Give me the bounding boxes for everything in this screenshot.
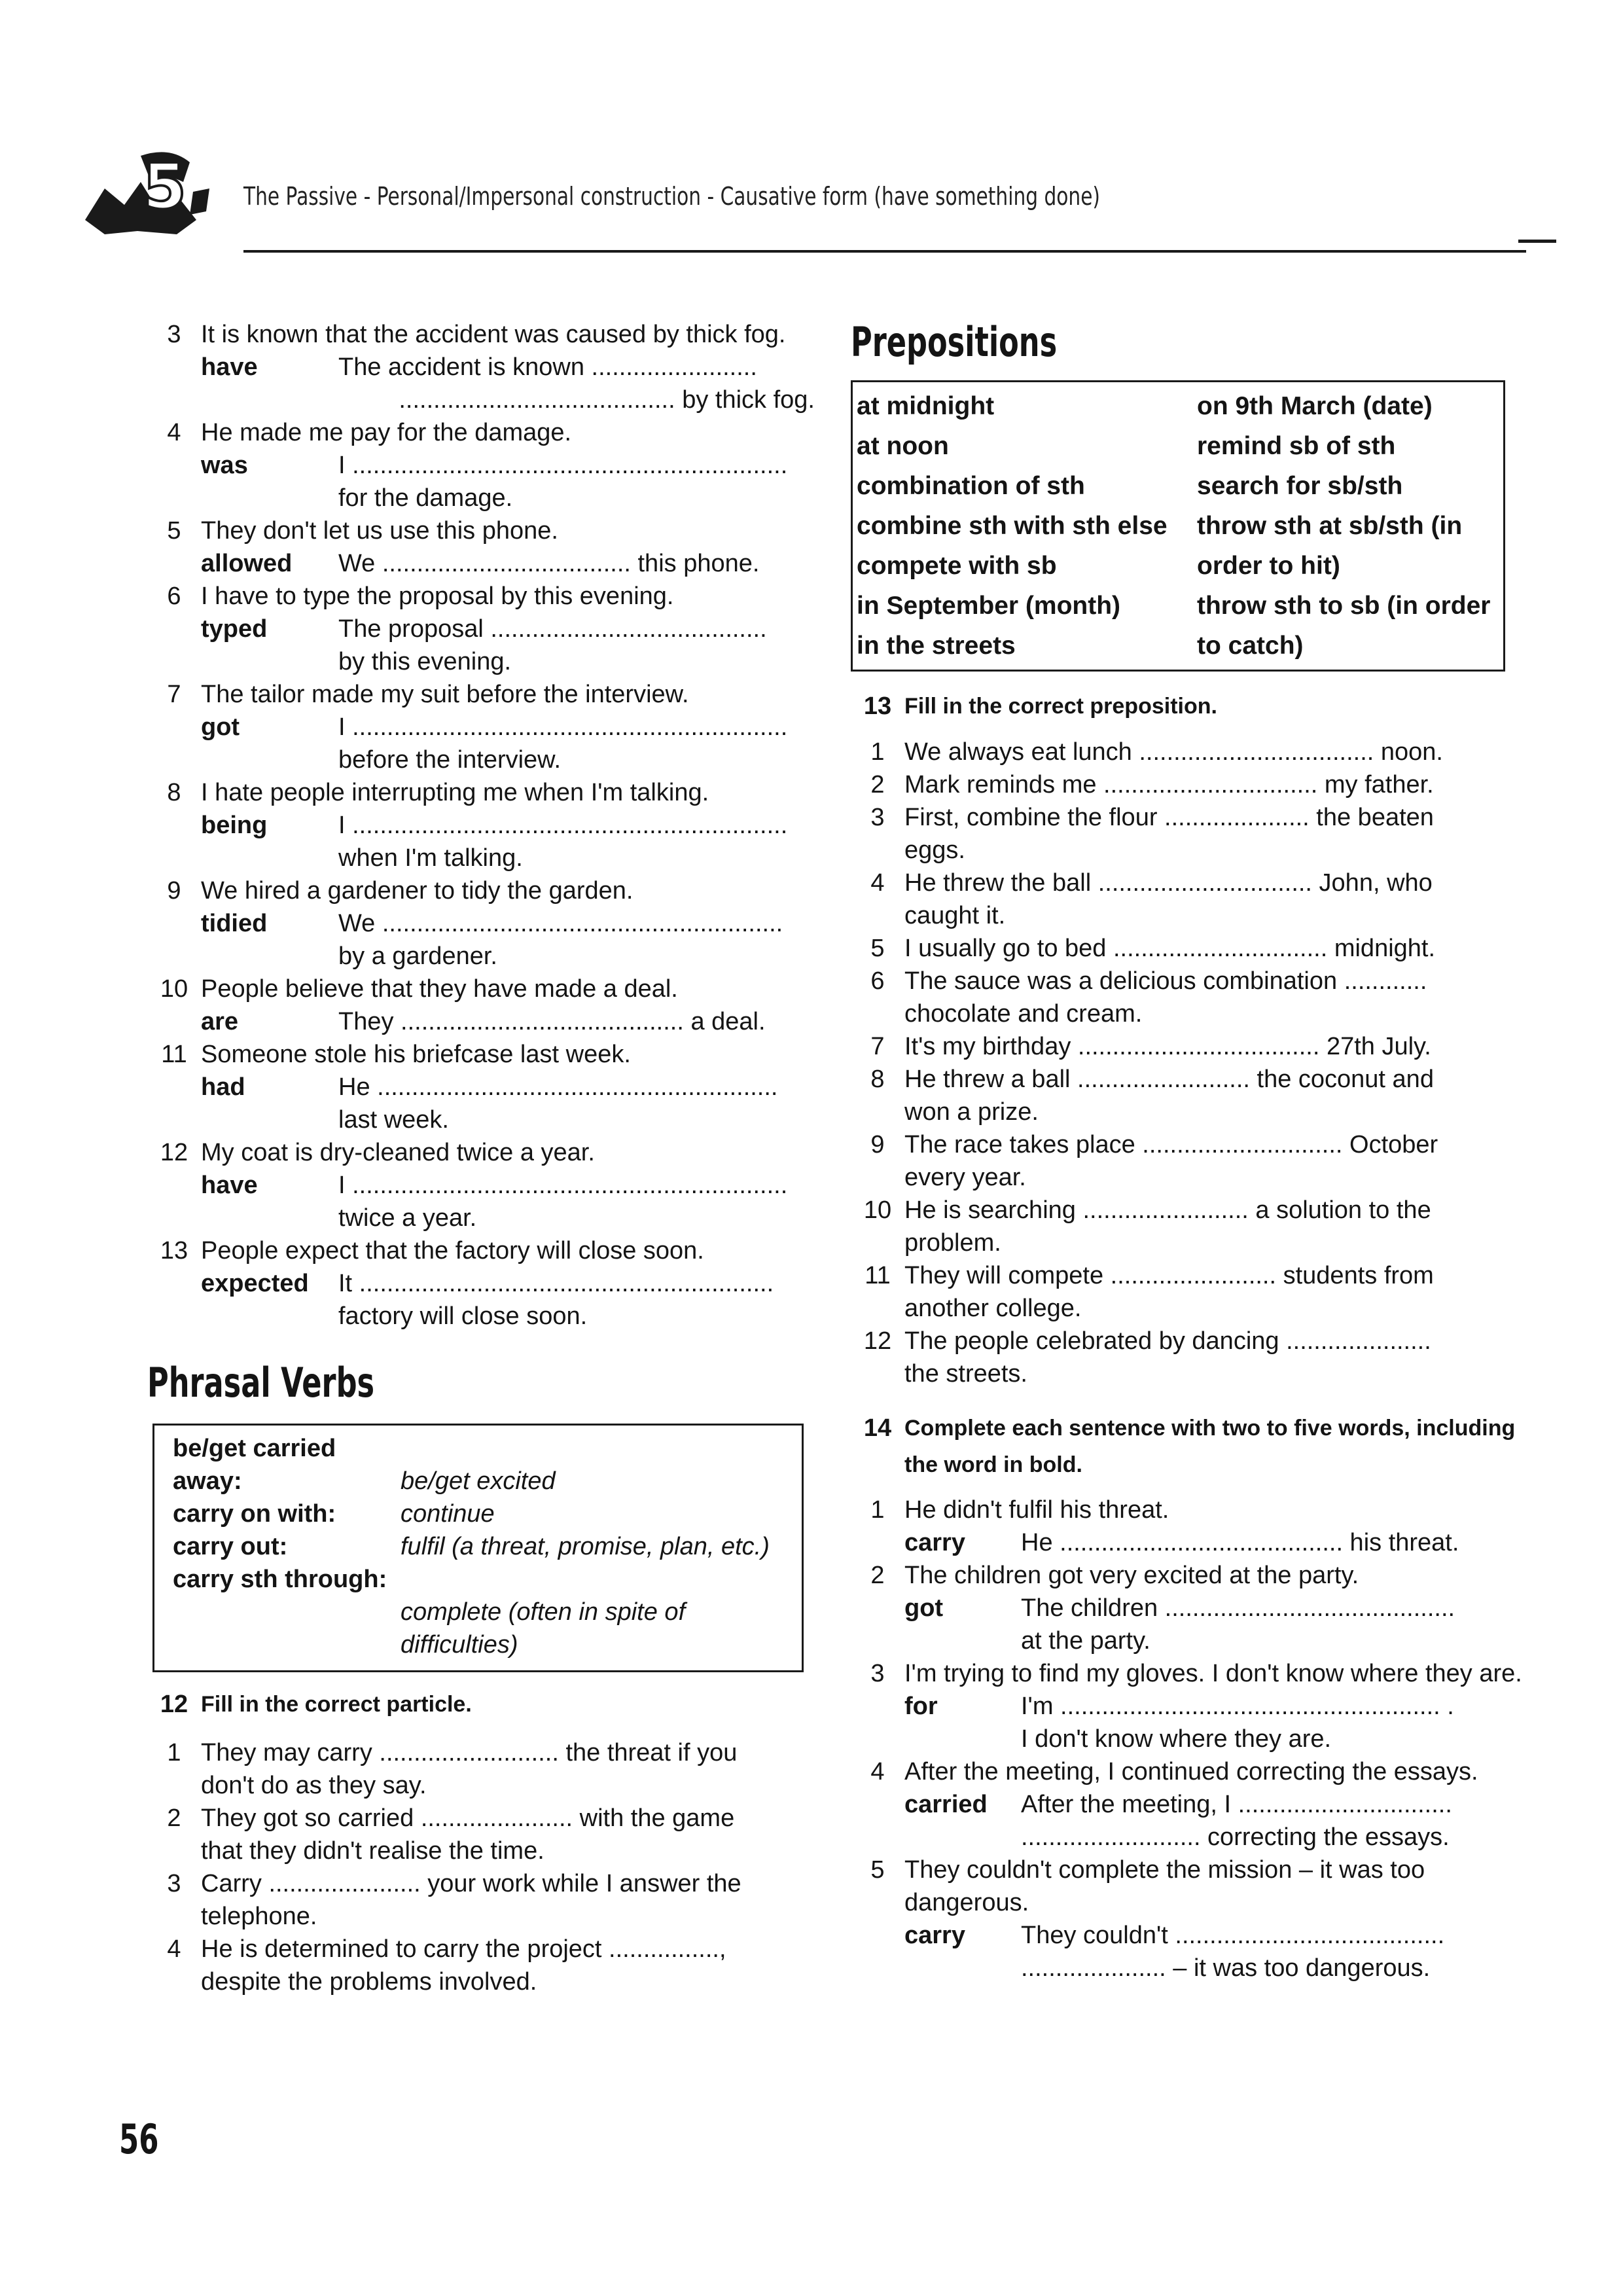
exercise-item <box>851 932 1525 965</box>
exercise-12-items <box>147 1736 815 1998</box>
item-text-continuation: won a prize. <box>904 1098 1039 1126</box>
item-answer-row <box>147 1267 815 1300</box>
exercise-item <box>851 965 1525 1030</box>
exercise-item <box>851 1325 1525 1390</box>
answer-line[interactable]: He .......................................................... <box>338 1073 778 1101</box>
prepositions-title: Prepositions <box>851 318 1058 366</box>
svg-text:5: 5 <box>143 150 187 223</box>
exercise-number: 13 <box>863 692 892 720</box>
phrasal-verbs-box <box>152 1424 804 1672</box>
item-number: 11 <box>865 1262 891 1289</box>
item-text[interactable]: They got so carried ...................... with the game <box>201 1804 735 1832</box>
item-text-continuation: chocolate and cream. <box>904 1000 1143 1028</box>
item-source-row <box>147 514 815 547</box>
phrasal-verb-term: carry out: <box>173 1533 288 1560</box>
exercise-item <box>851 867 1525 932</box>
answer-line[interactable]: I ............................................................... <box>338 812 788 839</box>
answer-line-continuation[interactable]: .......................... correcting the essays. <box>1021 1823 1450 1851</box>
item-answer-row <box>147 1071 815 1103</box>
key-word: for <box>904 1693 938 1720</box>
item-source-row <box>147 580 815 613</box>
item-answer-continuation <box>147 940 815 973</box>
item-text[interactable]: He threw the ball ............................... John, who <box>904 869 1433 897</box>
exercise-item <box>851 1559 1525 1657</box>
exercise-item <box>851 1030 1525 1063</box>
item-answer-continuation <box>147 645 815 678</box>
item-source-row <box>851 1657 1525 1690</box>
exercise-instruction: Complete each sentence with two to five words, including the word in bold. <box>904 1416 1516 1477</box>
key-word: carry <box>904 1529 965 1556</box>
preposition-entry: search for sb/sth <box>1197 472 1403 500</box>
item-source-sentence: I have to type the proposal by this evening. <box>201 583 674 610</box>
item-source-row <box>147 776 815 809</box>
item-source-sentence: They couldn't complete the mission – it was too dangerous. <box>904 1856 1425 1916</box>
item-answer-continuation <box>147 1300 815 1333</box>
key-word: have <box>201 1172 258 1199</box>
item-number: 3 <box>870 1660 885 1687</box>
exercise-instruction: Fill in the correct particle. <box>201 1692 472 1717</box>
item-number: 1 <box>167 1739 181 1767</box>
item-text-continuation: problem. <box>904 1229 1001 1257</box>
answer-line[interactable]: I ............................................................... <box>338 452 788 479</box>
key-word: had <box>201 1073 245 1101</box>
item-number: 3 <box>870 804 885 831</box>
item-source-row <box>147 973 815 1005</box>
item-number: 12 <box>160 1139 188 1166</box>
right-column <box>851 318 1525 1984</box>
item-text[interactable]: He is searching ........................ a solution to the <box>904 1196 1431 1224</box>
preposition-entry: in the streets <box>857 632 1016 660</box>
item-text[interactable]: Mark reminds me ............................... my father. <box>904 771 1434 798</box>
exercise-item <box>147 1867 815 1933</box>
phrasal-verb-definition: complete (often in spite of difficulties) <box>401 1598 686 1659</box>
item-source-sentence: We hired a gardener to tidy the garden. <box>201 877 633 905</box>
item-text[interactable]: Carry ...................... your work while I answer the <box>201 1870 741 1897</box>
transformation-item <box>147 776 815 874</box>
item-source-row <box>147 1038 815 1071</box>
exercise-13-items <box>851 736 1525 1390</box>
transformation-item <box>147 1234 815 1333</box>
preposition-entry: at noon <box>857 432 949 460</box>
exercise-item <box>851 1128 1525 1194</box>
item-answer-row <box>147 1169 815 1202</box>
preposition-entry: throw sth at sb/sth (in order to hit) <box>1197 512 1463 580</box>
item-number: 5 <box>870 1856 885 1884</box>
phrasal-verb-definition: be/get excited <box>401 1467 556 1495</box>
prepositions-right-list <box>1197 386 1501 666</box>
transformation-item <box>147 580 815 678</box>
item-number: 7 <box>167 681 181 708</box>
transformation-item <box>147 874 815 973</box>
item-answer-continuation <box>851 1624 1525 1657</box>
item-number: 3 <box>167 1870 181 1897</box>
item-source-row <box>851 1559 1525 1592</box>
answer-line-continuation[interactable]: twice a year. <box>338 1204 477 1232</box>
exercise-item <box>147 1802 815 1867</box>
item-number: 5 <box>167 517 181 545</box>
answer-line[interactable]: The accident is known ........................ <box>338 353 757 381</box>
item-number: 3 <box>167 321 181 348</box>
item-source-row <box>147 874 815 907</box>
exercise-item <box>851 1494 1525 1559</box>
item-number: 8 <box>870 1066 885 1093</box>
exercise-item <box>851 801 1525 867</box>
item-source-row <box>147 678 815 711</box>
answer-line-continuation[interactable]: when I'm talking. <box>338 844 523 872</box>
exercise-item <box>147 1736 815 1802</box>
answer-line[interactable]: He ......................................... his threat. <box>1021 1529 1459 1556</box>
item-source-row <box>851 1854 1525 1919</box>
answer-line[interactable]: We .................................... this phone. <box>338 550 760 577</box>
item-answer-row <box>851 1919 1525 1952</box>
prepositions-box <box>851 380 1505 672</box>
item-source-row <box>147 1234 815 1267</box>
answer-line-continuation[interactable]: ........................................ by thick fog. <box>399 386 815 414</box>
item-number: 1 <box>870 738 885 766</box>
answer-line[interactable]: After the meeting, I ............................... <box>1021 1791 1452 1818</box>
item-source-sentence: I'm trying to find my gloves. I don't know where they are. <box>904 1660 1522 1687</box>
item-number: 2 <box>870 1562 885 1589</box>
preposition-entry: combination of sth <box>857 472 1085 500</box>
item-text[interactable]: I usually go to bed ............................... midnight. <box>904 935 1436 962</box>
item-answer-row <box>147 907 815 940</box>
key-word: typed <box>201 615 268 643</box>
item-answer-row <box>851 1788 1525 1821</box>
item-answer-row <box>147 449 815 482</box>
exercise-item <box>851 1657 1525 1755</box>
item-source-sentence: It is known that the accident was caused by thick fog. <box>201 321 786 348</box>
item-number: 4 <box>167 419 181 446</box>
item-answer-row <box>147 711 815 744</box>
item-answer-row <box>851 1526 1525 1559</box>
transformation-item <box>147 1136 815 1234</box>
answer-line-continuation[interactable]: factory will close soon. <box>338 1302 588 1330</box>
phrasal-verb-entry <box>173 1432 802 1498</box>
item-answer-continuation <box>851 1952 1525 1984</box>
item-answer-continuation <box>147 1103 815 1136</box>
left-column <box>147 318 815 1998</box>
item-source-sentence: They don't let us use this phone. <box>201 517 558 545</box>
item-number: 10 <box>160 975 188 1003</box>
item-answer-continuation <box>147 842 815 874</box>
phrasal-verb-definition: fulfil (a threat, promise, plan, etc.) <box>401 1533 770 1560</box>
answer-line-continuation[interactable]: by a gardener. <box>338 942 497 970</box>
key-word: have <box>201 353 258 381</box>
transformation-item <box>147 678 815 776</box>
item-text-continuation: the streets. <box>904 1360 1027 1388</box>
item-source-sentence: The tailor made my suit before the interview. <box>201 681 689 708</box>
preposition-entry: in September (month) <box>857 592 1121 620</box>
item-number: 9 <box>870 1131 885 1158</box>
item-text-continuation: every year. <box>904 1164 1026 1191</box>
header-divider <box>243 250 1526 253</box>
item-answer-row <box>147 351 815 384</box>
answer-line[interactable]: I'm ....................................................... . <box>1021 1693 1454 1720</box>
transformation-item <box>147 318 815 416</box>
phrasal-verb-entry <box>173 1498 802 1530</box>
item-text-continuation: another college. <box>904 1295 1082 1322</box>
item-source-sentence: My coat is dry-cleaned twice a year. <box>201 1139 595 1166</box>
item-text[interactable]: They will compete ........................ students from <box>904 1262 1434 1289</box>
item-source-row <box>851 1755 1525 1788</box>
prepositions-left-list <box>857 386 1197 666</box>
answer-line-continuation[interactable]: ..................... – it was too dangerous. <box>1021 1954 1431 1982</box>
exercise-item <box>851 736 1525 768</box>
item-number: 5 <box>870 935 885 962</box>
item-answer-continuation <box>851 1821 1525 1854</box>
item-answer-continuation <box>147 1202 815 1234</box>
chapter-5-logo <box>79 143 223 241</box>
item-number: 2 <box>167 1804 181 1832</box>
key-word: got <box>201 713 240 741</box>
phrasal-verb-term: be/get carried away: <box>173 1435 336 1495</box>
answer-line[interactable]: I ............................................................... <box>338 1172 788 1199</box>
transformation-item <box>147 416 815 514</box>
item-text[interactable]: They may carry .......................... the threat if you <box>201 1739 738 1767</box>
item-answer-row <box>851 1592 1525 1624</box>
item-source-sentence: He didn't fulfil his threat. <box>904 1496 1169 1524</box>
item-text[interactable]: He is determined to carry the project ................, <box>201 1935 726 1963</box>
exercise-item <box>851 1063 1525 1128</box>
item-answer-row <box>851 1690 1525 1723</box>
transformation-item <box>147 514 815 580</box>
header-divider-end <box>1518 240 1556 243</box>
item-source-sentence: He made me pay for the damage. <box>201 419 572 446</box>
exercise-item <box>851 1755 1525 1854</box>
key-word: carried <box>904 1791 988 1818</box>
exercise-item <box>851 768 1525 801</box>
exercise-item <box>851 1259 1525 1325</box>
item-text-continuation: that they didn't realise the time. <box>201 1837 544 1865</box>
item-text-continuation: eggs. <box>904 836 965 864</box>
key-word: being <box>201 812 268 839</box>
item-source-sentence: I hate people interrupting me when I'm talking. <box>201 779 709 806</box>
item-answer-row <box>147 809 815 842</box>
item-text[interactable]: First, combine the flour ..................... the beaten <box>904 804 1434 831</box>
item-answer-continuation <box>147 744 815 776</box>
item-source-sentence: Someone stole his briefcase last week. <box>201 1041 631 1068</box>
phrasal-verb-term: carry sth through: <box>173 1566 387 1593</box>
item-source-row <box>147 416 815 449</box>
answer-line-continuation[interactable]: before the interview. <box>338 746 562 774</box>
phrasal-verb-term: carry on with: <box>173 1500 336 1528</box>
answer-line[interactable]: The children .......................................... <box>1021 1594 1455 1622</box>
preposition-entry: remind sb of sth <box>1197 432 1396 460</box>
transformation-item <box>147 973 815 1038</box>
preposition-entry: combine sth with sth else <box>857 512 1168 540</box>
item-text-continuation: caught it. <box>904 902 1006 929</box>
key-word: carry <box>904 1922 965 1949</box>
item-text[interactable]: The sauce was a delicious combination ............ <box>904 967 1427 995</box>
item-number: 11 <box>161 1041 187 1068</box>
item-number: 1 <box>870 1496 885 1524</box>
phrasal-verb-definition: continue <box>401 1500 495 1528</box>
phrasal-verbs-title: Phrasal Verbs <box>147 1359 375 1407</box>
exercise-number: 14 <box>863 1414 892 1442</box>
exercise-14-heading <box>851 1410 1525 1483</box>
key-word: got <box>904 1594 944 1622</box>
item-number: 4 <box>870 1758 885 1785</box>
key-word: tidied <box>201 910 268 937</box>
key-word: allowed <box>201 550 293 577</box>
exercise-item <box>147 1933 815 1998</box>
preposition-entry: throw sth to sb (in order to catch) <box>1197 592 1491 660</box>
item-source-row <box>147 1136 815 1169</box>
answer-line[interactable]: The proposal ........................................ <box>338 615 767 643</box>
exercise-number: 12 <box>160 1691 188 1718</box>
item-answer-row <box>147 613 815 645</box>
item-answer-row <box>147 547 815 580</box>
item-source-sentence: The children got very excited at the party. <box>904 1562 1359 1589</box>
chapter-header-title: The Passive - Personal/Impersonal construction - Causative form (have something done) <box>243 182 1100 211</box>
answer-line-continuation[interactable]: by this evening. <box>338 648 512 675</box>
answer-line-continuation[interactable]: at the party. <box>1021 1627 1150 1655</box>
page-number: 56 <box>119 2115 159 2163</box>
item-text[interactable]: We always eat lunch .................................. noon. <box>904 738 1443 766</box>
answer-line-continuation[interactable]: for the damage. <box>338 484 513 512</box>
item-text[interactable]: He threw a ball ......................... the coconut and <box>904 1066 1434 1093</box>
phrasal-verb-entry <box>173 1563 802 1661</box>
answer-line[interactable]: They couldn't ....................................... <box>1021 1922 1445 1949</box>
exercise-item <box>851 1194 1525 1259</box>
answer-line[interactable]: We .......................................................... <box>338 910 783 937</box>
phrasal-verb-entry <box>173 1530 802 1563</box>
key-word: are <box>201 1008 239 1035</box>
item-number: 4 <box>870 869 885 897</box>
item-text[interactable]: The race takes place ............................. October <box>904 1131 1438 1158</box>
preposition-entry: compete with sb <box>857 552 1057 580</box>
key-word: was <box>201 452 248 479</box>
item-number: 4 <box>167 1935 181 1963</box>
item-answer-continuation <box>147 384 815 416</box>
item-text-continuation: telephone. <box>201 1903 317 1930</box>
item-number: 10 <box>863 1196 892 1224</box>
item-number: 9 <box>167 877 181 905</box>
exercise-14-items <box>851 1494 1525 1984</box>
key-word: expected <box>201 1270 309 1297</box>
item-text[interactable]: It's my birthday ................................... 27th July. <box>904 1033 1431 1060</box>
item-number: 12 <box>863 1327 892 1355</box>
preposition-entry: on 9th March (date) <box>1197 392 1433 420</box>
item-number: 6 <box>870 967 885 995</box>
answer-line-continuation[interactable]: I don't know where they are. <box>1021 1725 1332 1753</box>
transformation-item <box>147 1038 815 1136</box>
item-source-sentence: People believe that they have made a deal. <box>201 975 678 1003</box>
answer-line-continuation[interactable]: last week. <box>338 1106 449 1134</box>
item-answer-row <box>147 1005 815 1038</box>
item-number: 13 <box>160 1237 188 1265</box>
item-source-row <box>147 318 815 351</box>
item-source-sentence: After the meeting, I continued correcting the essays. <box>904 1758 1478 1785</box>
answer-line[interactable]: They ......................................... a deal. <box>338 1008 766 1035</box>
item-number: 8 <box>167 779 181 806</box>
exercise-item <box>851 1854 1525 1984</box>
item-source-sentence: People expect that the factory will close soon. <box>201 1237 704 1265</box>
item-text[interactable]: The people celebrated by dancing ..................... <box>904 1327 1431 1355</box>
answer-line[interactable]: It ............................................................ <box>338 1270 774 1297</box>
exercise-12-heading <box>147 1688 815 1721</box>
answer-line[interactable]: I ............................................................... <box>338 713 788 741</box>
item-number: 2 <box>870 771 885 798</box>
item-source-row <box>851 1494 1525 1526</box>
preposition-entry: at midnight <box>857 392 995 420</box>
item-answer-continuation <box>147 482 815 514</box>
exercise-13-heading <box>851 690 1525 723</box>
transformation-exercise <box>147 318 815 1333</box>
item-answer-continuation <box>851 1723 1525 1755</box>
item-text-continuation: despite the problems involved. <box>201 1968 537 1996</box>
item-number: 6 <box>167 583 181 610</box>
item-text-continuation: don't do as they say. <box>201 1772 427 1799</box>
item-number: 7 <box>870 1033 885 1060</box>
exercise-instruction: Fill in the correct preposition. <box>904 694 1217 719</box>
